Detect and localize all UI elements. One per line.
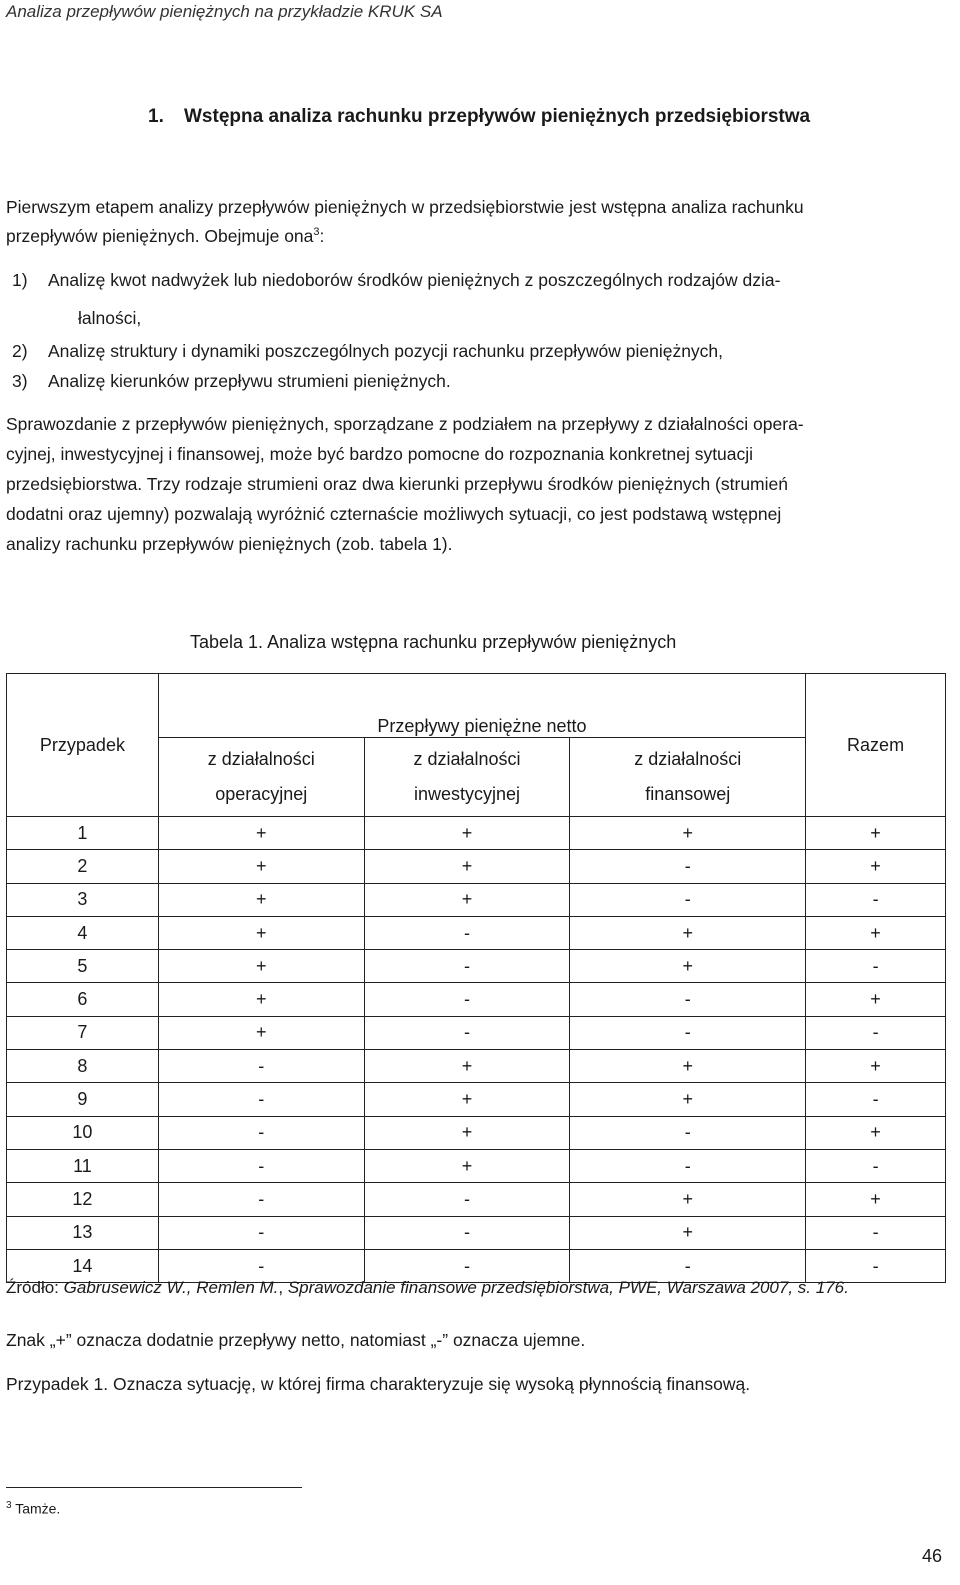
cash-flow-table <box>6 673 946 1283</box>
sign-cell: - <box>806 1249 946 1282</box>
sign-cell: + <box>158 950 364 983</box>
list-item-2: 2) Analizę struktury i dynamiki poszczególnych pozycji rachunku przepływów pieniężnych, <box>12 341 724 361</box>
list-item-1: 1) Analizę kwot nadwyżek lub niedoborów środków pieniężnych z poszczególnych rodzajów dzia- <box>12 270 781 290</box>
paragraph-line: dodatni oraz ujemny) pozwalają wyróżnić czternaście możliwych sytuacji, co jest podstawą wstępnej <box>6 504 782 524</box>
footnote: $^3$ Tamże. <box>6 1500 61 1517</box>
sign-cell: - <box>158 1116 364 1149</box>
table-row <box>7 1083 946 1116</box>
sign-cell: - <box>158 1050 364 1083</box>
section-heading <box>148 106 810 128</box>
case-number-cell: 9 <box>7 1083 159 1116</box>
list-item-1-continued: łalności, <box>78 308 142 328</box>
sign-cell: + <box>364 1116 570 1149</box>
intro-line-2: przepływów pieniężnych. Obejmuje ona$^3$: <box>6 226 325 246</box>
table-row <box>7 1016 946 1049</box>
sign-cell: - <box>570 1116 806 1149</box>
list-item-3: 3) Analizę kierunków przepływu strumieni pieniężnych. <box>12 371 451 391</box>
table-row <box>7 1116 946 1149</box>
sign-cell: - <box>364 1249 570 1282</box>
sign-cell: + <box>806 850 946 883</box>
header-case: Przypadek <box>7 674 159 817</box>
sign-cell: + <box>364 1083 570 1116</box>
sign-cell: - <box>570 850 806 883</box>
sign-cell: + <box>570 817 806 850</box>
sign-cell: - <box>364 983 570 1016</box>
sign-cell: + <box>806 916 946 949</box>
sign-cell: + <box>158 817 364 850</box>
case-number-cell: 6 <box>7 983 159 1016</box>
sign-cell: + <box>806 1116 946 1149</box>
sign-cell: + <box>158 883 364 916</box>
header-financing: z działalności finansowej <box>570 738 806 817</box>
sign-cell: + <box>570 916 806 949</box>
sign-cell: + <box>364 817 570 850</box>
sign-cell: - <box>158 1216 364 1249</box>
sign-cell: - <box>806 1149 946 1182</box>
sign-cell: + <box>158 916 364 949</box>
sign-cell: - <box>806 950 946 983</box>
running-header: Analiza przepływów pieniężnych na przykładzie KRUK SA <box>6 2 443 21</box>
sign-cell: + <box>158 1016 364 1049</box>
case-number-cell: 7 <box>7 1016 159 1049</box>
page-number: 46 <box>921 1546 942 1566</box>
sign-cell: - <box>806 1083 946 1116</box>
table-caption: Tabela 1. Analiza wstępna rachunku przepływów pieniężnych <box>190 632 677 652</box>
paragraph-line: cyjnej, inwestycyjnej i finansowej, może być bardzo pomocne do rozpoznania konkretnej sytuacji <box>6 444 754 464</box>
sign-cell: - <box>570 1249 806 1282</box>
sign-cell: - <box>806 883 946 916</box>
sign-note: Znak „+” oznacza dodatnie przepływy netto, natomiast „-” oznacza ujemne. <box>6 1330 586 1350</box>
section-title-text: Wstępna analiza rachunku przepływów pieniężnych przedsiębiorstwa <box>184 106 811 127</box>
sign-cell: - <box>364 1183 570 1216</box>
table-row <box>7 850 946 883</box>
table-row <box>7 1050 946 1083</box>
sign-cell: - <box>364 950 570 983</box>
sign-cell: + <box>806 1050 946 1083</box>
case-number-cell: 3 <box>7 883 159 916</box>
table-row <box>7 950 946 983</box>
sign-cell: + <box>364 850 570 883</box>
sign-cell: + <box>570 1216 806 1249</box>
footnote-ref[interactable]: 3 <box>313 226 320 239</box>
sign-cell: - <box>158 1249 364 1282</box>
table-row <box>7 817 946 850</box>
sign-cell: - <box>158 1083 364 1116</box>
sign-cell: + <box>158 850 364 883</box>
sign-cell: - <box>158 1183 364 1216</box>
sign-cell: - <box>158 1149 364 1182</box>
case-number-cell: 1 <box>7 817 159 850</box>
sign-cell: - <box>806 1216 946 1249</box>
sign-cell: + <box>158 983 364 1016</box>
case-number-cell: 12 <box>7 1183 159 1216</box>
paragraph-line: przedsiębiorstwa. Trzy rodzaje strumieni oraz dwa kierunki przepływu środków pieniężnych (strumień <box>6 474 788 494</box>
header-operating: z działalności operacyjnej <box>158 738 364 817</box>
table-row <box>7 1183 946 1216</box>
sign-cell: + <box>570 950 806 983</box>
sign-cell: - <box>570 983 806 1016</box>
sign-cell: - <box>364 916 570 949</box>
table-row <box>7 883 946 916</box>
case-number-cell: 8 <box>7 1050 159 1083</box>
case-number-cell: 10 <box>7 1116 159 1149</box>
table-row <box>7 1149 946 1182</box>
case-number-cell: 13 <box>7 1216 159 1249</box>
case-number-cell: 5 <box>7 950 159 983</box>
sign-cell: + <box>806 1183 946 1216</box>
sign-cell: + <box>364 1050 570 1083</box>
sign-cell: + <box>570 1083 806 1116</box>
case-number-cell: 4 <box>7 916 159 949</box>
sign-cell: + <box>364 883 570 916</box>
intro-line-1: Pierwszym etapem analizy przepływów pieniężnych w przedsiębiorstwie jest wstępna analiza rachunku <box>6 197 804 217</box>
paragraph-line: Sprawozdanie z przepływów pieniężnych, sporządzane z podziałem na przepływy z działalności opera- <box>6 414 804 434</box>
sign-cell: + <box>570 1050 806 1083</box>
sign-cell: - <box>364 1216 570 1249</box>
sign-cell: - <box>364 1016 570 1049</box>
sign-cell: + <box>364 1149 570 1182</box>
table-row <box>7 916 946 949</box>
table-row <box>7 983 946 1016</box>
body-paragraph-2 <box>6 409 954 559</box>
footnote-separator <box>6 1487 302 1488</box>
header-investing: z działalności inwestycyjnej <box>364 738 570 817</box>
sign-cell: + <box>806 817 946 850</box>
sign-cell: - <box>570 883 806 916</box>
case-number-cell: 14 <box>7 1249 159 1282</box>
sign-cell: + <box>806 983 946 1016</box>
case-number-cell: 2 <box>7 850 159 883</box>
sign-cell: - <box>806 1016 946 1049</box>
case-number-cell: 11 <box>7 1149 159 1182</box>
table-source: Źródło: Gabrusewicz W., Remlen M., Sprawozdanie finansowe przedsiębiorstwa, PWE, Warszawa 2007, s. 176. <box>6 1278 849 1297</box>
case-1-note: Przypadek 1. Oznacza sytuację, w której firma charakteryzuje się wysoką płynnością finansową. <box>6 1374 751 1394</box>
sign-cell: - <box>570 1149 806 1182</box>
paragraph-line: analizy rachunku przepływów pieniężnych (zob. tabela 1). <box>6 534 453 554</box>
section-number: 1. <box>148 106 164 127</box>
sign-cell: + <box>570 1183 806 1216</box>
sign-cell: - <box>570 1016 806 1049</box>
table-row <box>7 1216 946 1249</box>
header-total: Razem <box>806 674 946 817</box>
header-net-flows: Przepływy pieniężne netto <box>158 674 805 738</box>
intro-paragraph <box>6 193 954 251</box>
